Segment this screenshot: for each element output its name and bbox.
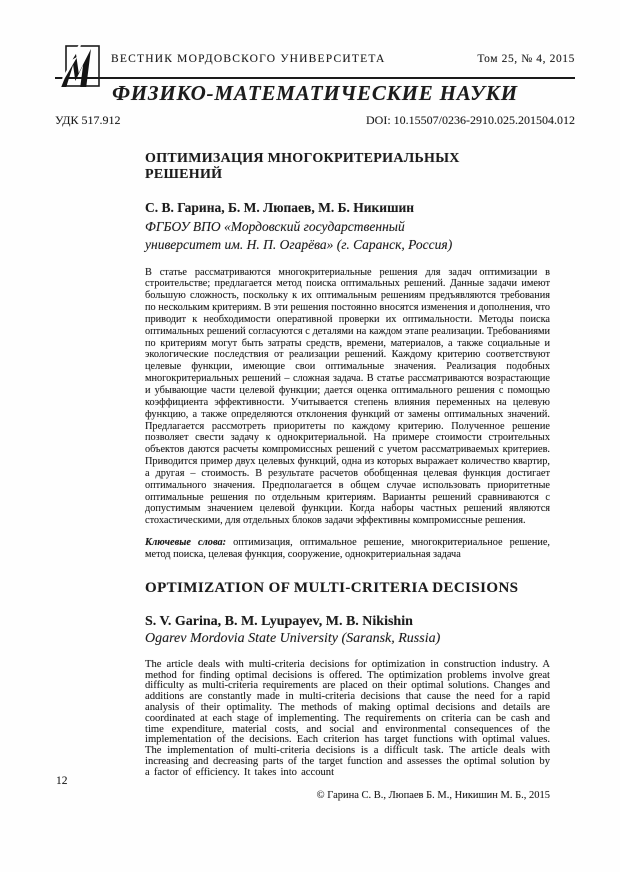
keywords-text: оптимизация, оптимальное решение, многокритериальное решение, метод поиска, целевая функция, сооружение, однокритериальная задача	[145, 537, 550, 560]
journal-header	[55, 47, 575, 79]
authors-ru: С. В. Гарина, Б. М. Люпаев, М. Б. Никишин	[145, 200, 415, 216]
section-title: ФИЗИКО-МАТЕМАТИЧЕСКИЕ НАУКИ	[112, 81, 518, 105]
affiliation-ru: ФГБОУ ВПО «Мордовский государственный университет им. Н. П. Огарёва» (г. Саранск, Россия)	[145, 219, 453, 253]
udk-code: УДК 517.912	[55, 113, 121, 127]
abstract-en: The article deals with multi-criteria decisions for optimization in construction industry. A method for finding optimal decisions is offered. The optimization problems involve great difficulty as multi-criteria requirements are placed on their optimal solutions. Changes and additions are constantly made in multi-criteria decisions that cause the need for a rapid analysis of their optimality. The methods of making optimal decisions and details are coordinated at each stage of implementing. The requirements on criteria can be cash and time expenditure, material costs, and social and environmental consequences of the implementation of the decisions. Each criterion has target functions with optimal values. The implementation of multi-criteria decisions is a difficult task. The article deals with increasing and decreasing parts of the target function and assesses the optimal solution by a factor of efficiency. It takes into account	[145, 658, 550, 778]
keywords-block	[145, 537, 550, 561]
article-body	[145, 151, 550, 801]
copyright-line: © Гарина С. В., Люпаев Б. М., Никишин М. Б., 2015	[316, 789, 550, 801]
journal-lightning-m-logo-icon	[57, 43, 103, 91]
doi-code: DOI: 10.15507/0236-2910.025.201504.012	[366, 113, 575, 127]
page-number: 12	[56, 775, 68, 787]
affiliation-en: Ogarev Mordovia State University (Saransk, Russia)	[145, 630, 441, 646]
keywords-label: Ключевые слова:	[145, 537, 227, 549]
issue-info: Том 25, № 4, 2015	[477, 53, 575, 65]
abstract-ru: В статье рассматриваются многокритериальные решения для задач оптимизации в строительстве; предлагается метод поиска оптимальных решений. Данные задачи имеют большую сложность, поскольку к их оптимальным решениям предъявляются требования по нескольким критериям. В эти решения постоянно вносятся изменения и дополнения, что приводит к необходимости оперативной проверки их оптимальности. Методы поиска оптимальных решений согласуются с деталями на каждом этапе реализации. Требованиями по критериям могут быть затраты средств, времени, материалов, а также социальные и экологические последствия от реализации решений. Каждому критерию соответствуют целевые функции, имеющие свои оптимальные значения. Реализация подобных многокритериальных решений – сложная задача. В статье рассматриваются возрастающие и убывающие части целевой функции; дается оценка оптимального решения с помощью коэффициента эффективности. Учитывается степень влияния переменных на целевую функцию, а также определяются отклонения функций от замены оптимальных значений. Предлагается рассмотреть приоритеты по каждому критерию. Полученное решение позволяет свести задачу к однокритериальной. На примере стоимости строительных объектов даются расчеты компромиссных решений с учетом рассматриваемых критериев. Приводится пример двух целевых функций, одна из которых выражает количество квартир, а другая – стоимость. В результате расчетов обобщенная целевая функция достигает оптимального значения. Предполагается в общем случае использовать приоритетные оптимальные решения по отдельным критериям. Варианты решений сравниваются с допустимым значением целевой функции. Когда наборы частных решений являются стохастическими, для отдельных блоков задачи эффективны компромиссные решения.	[145, 266, 550, 527]
article-title-en: OPTIMIZATION OF MULTI-CRITERIA DECISIONS	[145, 579, 519, 596]
article-title-ru: ОПТИМИЗАЦИЯ МНОГОКРИТЕРИАЛЬНЫХ РЕШЕНИЙ	[145, 151, 460, 183]
journal-name: ВЕСТНИК МОРДОВСКОГО УНИВЕРСИТЕТА	[111, 53, 386, 65]
authors-en: S. V. Garina, B. M. Lyupayev, M. B. Nikishin	[145, 613, 413, 629]
meta-row	[55, 113, 575, 128]
